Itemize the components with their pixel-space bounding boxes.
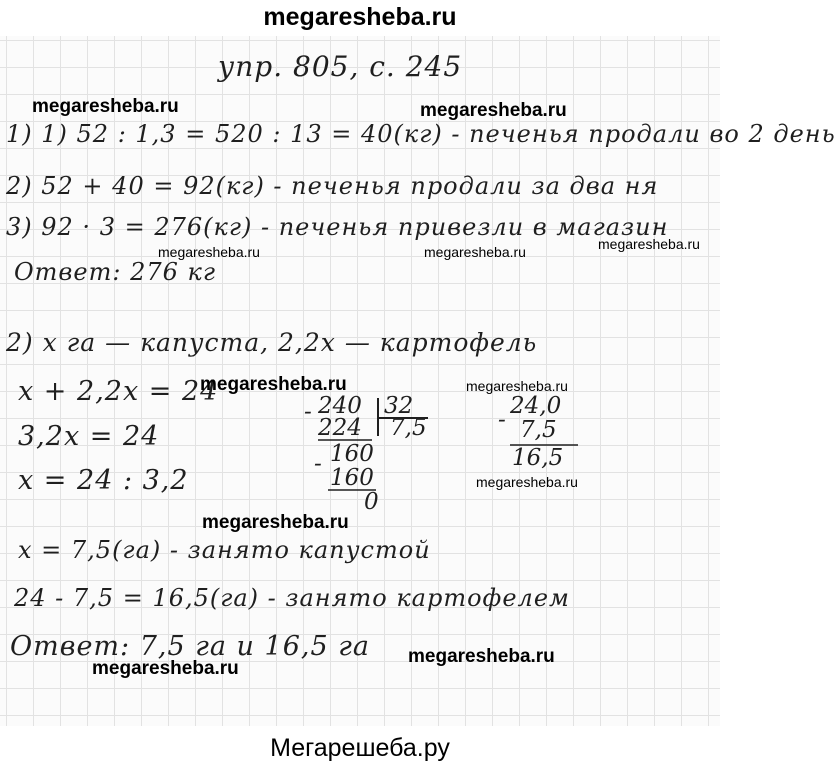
minus-sign: - [314, 451, 322, 477]
watermark: megaresheba.ru [92, 658, 239, 679]
column-subtraction [498, 393, 598, 476]
watermark: megaresheba.ru [420, 100, 567, 121]
exercise-title: упр. 805, с. 245 [218, 50, 463, 83]
dividend: 240 [318, 393, 362, 419]
watermark: megaresheba.ru [466, 378, 568, 394]
solution-line: 2) 52 + 40 = 92(кг) - печенья продали за два ня [6, 172, 659, 200]
minus-sign: - [498, 407, 506, 433]
site-header: megaresheba.ru [263, 3, 457, 31]
subtrahend-1: 224 [318, 415, 362, 441]
answer-line: Ответ: 7,5 га и 16,5 га [10, 631, 370, 662]
subtraction-line [498, 393, 598, 476]
equation-line: x = 24 : 3,2 [18, 465, 189, 496]
quotient: 7,5 [390, 415, 427, 441]
watermark: megaresheba.ru [408, 646, 555, 667]
answer-line: Ответ: 276 кг [14, 258, 216, 286]
remainder: 160 [330, 441, 374, 467]
long-division [304, 393, 450, 516]
difference: 16,5 [512, 445, 564, 471]
equation-line: x + 2,2x = 24 [18, 376, 219, 407]
watermark: megaresheba.ru [32, 96, 179, 117]
minus-sign: - [304, 399, 312, 425]
watermark: megaresheba.ru [158, 244, 260, 260]
solution-line: 1) 1) 52 : 1,3 = 520 : 13 = 40(кг) - печенья продали во 2 день [6, 120, 836, 148]
equation-line: x = 7,5(га) - занято капустой [18, 536, 431, 564]
division-lines [310, 393, 450, 516]
equation-line: 3,2x = 24 [18, 421, 160, 452]
watermark: megaresheba.ru [202, 512, 349, 533]
watermark: megaresheba.ru [200, 374, 347, 395]
solution-line: 3) 92 · 3 = 276(кг) - печенья привезли в магазин [6, 213, 669, 241]
watermark: megaresheba.ru [424, 244, 526, 260]
notebook-page [0, 36, 836, 726]
division-result: 0 [364, 489, 379, 515]
subtrahend-2: 160 [330, 465, 374, 491]
watermark: megaresheba.ru [598, 236, 700, 252]
site-footer: Мегарешеба.ру [270, 734, 450, 762]
equation-line: 24 - 7,5 = 16,5(га) - занято картофелем [14, 584, 570, 612]
minuend: 24,0 [510, 393, 562, 419]
divisor: 32 [384, 393, 414, 419]
watermark: megaresheba.ru [476, 474, 578, 490]
solution-line: 2) x га — капуста, 2,2x — картофель [6, 328, 538, 357]
subtrahend: 7,5 [520, 417, 557, 443]
